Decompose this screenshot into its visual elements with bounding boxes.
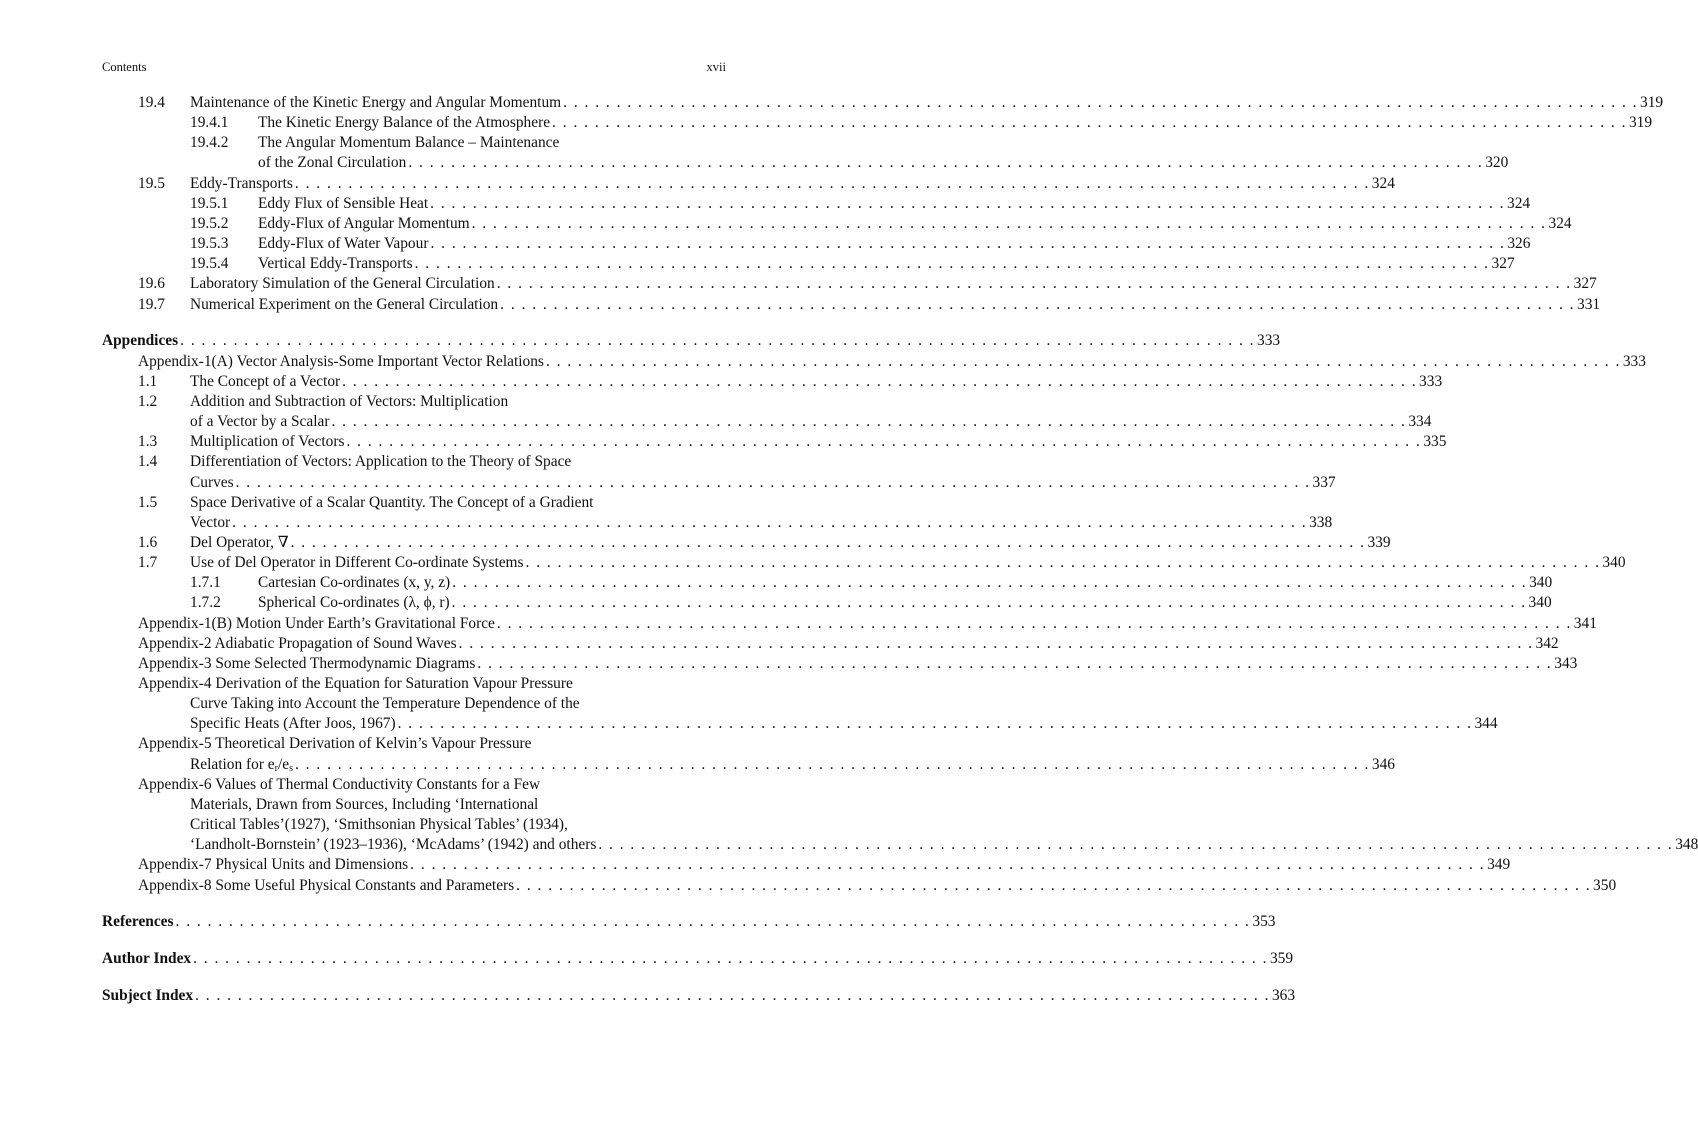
dot-leader: . . . . . . . . . . . . . . . . . . . . . . . . . . . . . . . . . . . . . . . . . . . . . . . . . . . . . . . . . . . . . . . . . . . . . . . . . . . . . . . . . . . . . . . . . . . . . . . . . . . . . bbox=[195, 987, 1270, 1005]
dot-leader: . . . . . . . . . . . . . . . . . . . . . . . . . . . . . . . . . . . . . . . . . . . . . . . . . . . . . . . . . . . . . . . . . . . . . . . . . . . . . . . . . . . . . . . . . . . . . . . . . . . . . bbox=[290, 533, 1366, 551]
toc-page-number: 344 bbox=[1474, 715, 1498, 733]
toc-entry-title: of the Zonal Circulation bbox=[258, 154, 407, 172]
toc-entry-title: Curve Taking into Account the Temperature Dependence of the bbox=[190, 695, 580, 713]
toc-entry-title: Appendix-1(B) Motion Under Earth’s Gravitational Force bbox=[138, 614, 495, 632]
toc-entry bbox=[0, 174, 1395, 194]
toc-entry-number: 1.7 bbox=[138, 554, 158, 572]
toc-entry-title: Appendix-8 Some Useful Physical Constants and Parameters bbox=[138, 876, 515, 894]
toc-entry-title: The Angular Momentum Balance – Maintenance bbox=[258, 134, 560, 152]
dot-leader: . . . . . . . . . . . . . . . . . . . . . . . . . . . . . . . . . . . . . . . . . . . . . . . . . . . . . . . . . . . . . . . . . . . . . . . . . . . . . . . . . . . . . . . . . . . . . . . . . . . . . bbox=[397, 715, 1473, 733]
dot-leader: . . . . . . . . . . . . . . . . . . . . . . . . . . . . . . . . . . . . . . . . . . . . . . . . . . . . . . . . . . . . . . . . . . . . . . . . . . . . . . . . . . . . . . . . . . . . . . . . . . . . . bbox=[471, 214, 1547, 232]
toc-entry-title: Differentiation of Vectors: Application to the Theory of Space bbox=[190, 453, 572, 471]
toc-appendix-entry bbox=[0, 614, 1597, 634]
toc-entry bbox=[0, 553, 1626, 573]
toc-page-number: 326 bbox=[1507, 235, 1531, 253]
toc-entry-title: Eddy-Flux of Water Vapour bbox=[258, 235, 429, 253]
dot-leader: . . . . . . . . . . . . . . . . . . . . . . . . . . . . . . . . . . . . . . . . . . . . . . . . . . . . . . . . . . . . . . . . . . . . . . . . . . . . . . . . . . . . . . . . . . . . . . . . . . . . . bbox=[294, 755, 1370, 773]
toc-entry-number: 19.5.3 bbox=[190, 235, 229, 253]
toc-part-entry bbox=[0, 986, 1296, 1006]
dot-leader: . . . . . . . . . . . . . . . . . . . . . . . . . . . . . . . . . . . . . . . . . . . . . . . . . . . . . . . . . . . . . . . . . . . . . . . . . . . . . . . . . . . . . . . . . . . . . . . . . . . . . bbox=[525, 554, 1601, 572]
toc-entry bbox=[0, 473, 1336, 493]
dot-leader: . . . . . . . . . . . . . . . . . . . . . . . . . . . . . . . . . . . . . . . . . . . . . . . . . . . . . . . . . . . . . . . . . . . . . . . . . . . . . . . . . . . . . . . . . . . . . . . . . . . . . bbox=[414, 255, 1490, 273]
dot-leader: . . . . . . . . . . . . . . . . . . . . . . . . . . . . . . . . . . . . . . . . . . . . . . . . . . . . . . . . . . . . . . . . . . . . . . . . . . . . . . . . . . . . . . . . . . . . . . . . . . . . . bbox=[458, 634, 1534, 652]
toc-entry-title: Vector bbox=[190, 513, 231, 531]
toc-page-number: 339 bbox=[1367, 533, 1391, 551]
toc-page-number: 327 bbox=[1573, 275, 1597, 293]
toc-page-number: 324 bbox=[1371, 174, 1395, 192]
toc-entry-title: Laboratory Simulation of the General Circulation bbox=[190, 275, 495, 293]
toc-page-number: 334 bbox=[1408, 413, 1432, 431]
toc-entry-title: The Concept of a Vector bbox=[190, 372, 341, 390]
toc-entry-title: Del Operator, ∇ bbox=[190, 533, 289, 551]
toc-entry-title: Appendix-3 Some Selected Thermodynamic Diagrams bbox=[138, 654, 476, 672]
toc-entry bbox=[0, 835, 1698, 855]
toc-entry-title: Use of Del Operator in Different Co-ordinate Systems bbox=[190, 554, 524, 572]
dot-leader: . . . . . . . . . . . . . . . . . . . . . . . . . . . . . . . . . . . . . . . . . . . . . . . . . . . . . . . . . . . . . . . . . . . . . . . . . . . . . . . . . . . . . . . . . . . . . . . . . . . . . bbox=[500, 295, 1576, 313]
dot-leader: . . . . . . . . . . . . . . . . . . . . . . . . . . . . . . . . . . . . . . . . . . . . . . . . . . . . . . . . . . . . . . . . . . . . . . . . . . . . . . . . . . . . . . . . . . . . . . . . . . . . . bbox=[232, 513, 1308, 531]
dot-leader: . . . . . . . . . . . . . . . . . . . . . . . . . . . . . . . . . . . . . . . . . . . . . . . . . . . . . . . . . . . . . . . . . . . . . . . . . . . . . . . . . . . . . . . . . . . . . . . . . . . . . bbox=[598, 836, 1674, 854]
toc-page-number: 340 bbox=[1529, 574, 1553, 592]
toc-entry-title: Appendix-6 Values of Thermal Conductivity Constants for a Few bbox=[138, 775, 541, 793]
toc-appendix-entry bbox=[0, 674, 816, 694]
toc-entry-number: 19.5.1 bbox=[190, 194, 229, 212]
toc-entry-title: Author Index bbox=[102, 950, 192, 968]
toc-appendix-entry bbox=[0, 775, 816, 795]
toc-entry bbox=[0, 714, 1498, 734]
toc-entry bbox=[0, 755, 1395, 775]
toc-page-number: 335 bbox=[1423, 433, 1447, 451]
toc-entry bbox=[0, 295, 1601, 315]
dot-leader: . . . . . . . . . . . . . . . . . . . . . . . . . . . . . . . . . . . . . . . . . . . . . . . . . . . . . . . . . . . . . . . . . . . . . . . . . . . . . . . . . . . . . . . . . . . . . . . . . . . . . bbox=[516, 876, 1592, 894]
toc-page-number: 333 bbox=[1622, 352, 1646, 370]
toc-part-entry bbox=[0, 912, 1276, 932]
toc-entry bbox=[0, 573, 1553, 593]
toc-page-number: 333 bbox=[1419, 372, 1443, 390]
toc-entry-title: Curves bbox=[190, 473, 234, 491]
toc-page-number: 324 bbox=[1548, 214, 1572, 232]
dot-leader: . . . . . . . . . . . . . . . . . . . . . . . . . . . . . . . . . . . . . . . . . . . . . . . . . . . . . . . . . . . . . . . . . . . . . . . . . . . . . . . . . . . . . . . . . . . . . . . . . . . . . bbox=[451, 594, 1527, 612]
toc-entry-title: Appendix-2 Adiabatic Propagation of Sound Waves bbox=[138, 634, 457, 652]
toc-entry bbox=[0, 493, 816, 513]
toc-entry bbox=[0, 392, 816, 412]
toc-entry-title: Appendix-1(A) Vector Analysis-Some Important Vector Relations bbox=[138, 352, 544, 370]
dot-leader: . . . . . . . . . . . . . . . . . . . . . . . . . . . . . . . . . . . . . . . . . . . . . . . . . . . . . . . . . . . . . . . . . . . . . . . . . . . . . . . . . . . . . . . . . . . . . . . . . . . . . bbox=[235, 473, 1311, 491]
toc-entry-title: Subject Index bbox=[102, 987, 194, 1005]
toc-entry bbox=[0, 432, 1447, 452]
toc-entry-title: Critical Tables’(1927), ‘Smithsonian Physical Tables’ (1934), bbox=[190, 816, 568, 834]
toc-entry-number: 1.5 bbox=[138, 493, 158, 511]
toc-page-number: 333 bbox=[1257, 332, 1281, 350]
toc-entry-number: 19.6 bbox=[138, 275, 165, 293]
toc-appendix-entry bbox=[0, 734, 816, 754]
toc-entry bbox=[0, 274, 1597, 294]
toc-entry-title: The Kinetic Energy Balance of the Atmosphere bbox=[258, 114, 551, 132]
toc-entry-title: References bbox=[102, 913, 174, 931]
toc-entry-title: Spherical Co-ordinates (λ, ϕ, r) bbox=[258, 594, 450, 612]
toc-entry bbox=[0, 372, 1443, 392]
toc-page-number: 350 bbox=[1593, 876, 1617, 894]
toc-entry-number: 1.3 bbox=[138, 433, 158, 451]
dot-leader: . . . . . . . . . . . . . . . . . . . . . . . . . . . . . . . . . . . . . . . . . . . . . . . . . . . . . . . . . . . . . . . . . . . . . . . . . . . . . . . . . . . . . . . . . . . . . . . . . . . . . bbox=[430, 235, 1506, 253]
toc-entry bbox=[0, 214, 1572, 234]
toc-page-number: 324 bbox=[1507, 194, 1531, 212]
toc-entry bbox=[0, 795, 816, 815]
toc-page-number: 363 bbox=[1271, 987, 1296, 1005]
toc-page-number: 341 bbox=[1573, 614, 1597, 632]
dot-leader: . . . . . . . . . . . . . . . . . . . . . . . . . . . . . . . . . . . . . . . . . . . . . . . . . . . . . . . . . . . . . . . . . . . . . . . . . . . . . . . . . . . . . . . . . . . . . . . . . . . . . bbox=[294, 174, 1370, 192]
toc-entry-number: 1.2 bbox=[138, 392, 158, 410]
toc-page-number: 319 bbox=[1628, 114, 1653, 132]
toc-entry-title: Cartesian Co-ordinates (x, y, z) bbox=[258, 574, 451, 592]
toc-entry-number: 1.1 bbox=[138, 372, 158, 390]
toc-entry-title: ‘Landholt-Bornstein’ (1923–1936), ‘McAdams’ (1942) and others bbox=[190, 836, 597, 854]
toc-entry-title: Multiplication of Vectors bbox=[190, 433, 345, 451]
toc-page-number: 319 bbox=[1640, 94, 1664, 111]
toc-entry-number: 19.7 bbox=[138, 295, 165, 313]
toc-entry-title: Materials, Drawn from Sources, Including ‘International bbox=[190, 795, 539, 813]
running-head-title: Contents bbox=[102, 60, 147, 74]
toc-page-number: 340 bbox=[1602, 554, 1626, 572]
toc-entry-title: Maintenance of the Kinetic Energy and Angular Momentum bbox=[190, 94, 562, 111]
toc-page-number: 353 bbox=[1252, 913, 1276, 931]
toc-page-number: 343 bbox=[1554, 654, 1578, 672]
toc-entry-title: of a Vector by a Scalar bbox=[190, 413, 330, 431]
toc-appendix-entry bbox=[0, 634, 1559, 654]
dot-leader: . . . . . . . . . . . . . . . . . . . . . . . . . . . . . . . . . . . . . . . . . . . . . . . . . . . . . . . . . . . . . . . . . . . . . . . . . . . . . . . . . . . . . . . . . . . . . . . . . . . . . bbox=[331, 413, 1407, 431]
toc-page-number: 349 bbox=[1487, 856, 1511, 874]
dot-leader: . . . . . . . . . . . . . . . . . . . . . . . . . . . . . . . . . . . . . . . . . . . . . . . . . . . . . . . . . . . . . . . . . . . . . . . . . . . . . . . . . . . . . . . . . . . . . . . . . . . . . bbox=[563, 94, 1639, 111]
toc-page-number: 327 bbox=[1491, 255, 1515, 273]
toc-page-number: 346 bbox=[1371, 755, 1395, 773]
toc-entry bbox=[0, 133, 816, 153]
toc-entry-title: Vertical Eddy-Transports bbox=[258, 255, 413, 273]
toc-entry bbox=[0, 452, 816, 472]
dot-leader: . . . . . . . . . . . . . . . . . . . . . . . . . . . . . . . . . . . . . . . . . . . . . . . . . . . . . . . . . . . . . . . . . . . . . . . . . . . . . . . . . . . . . . . . . . . . . . . . . . . . . bbox=[180, 332, 1256, 350]
toc-entry bbox=[0, 113, 1653, 133]
running-header bbox=[102, 60, 726, 76]
dot-leader: . . . . . . . . . . . . . . . . . . . . . . . . . . . . . . . . . . . . . . . . . . . . . . . . . . . . . . . . . . . . . . . . . . . . . . . . . . . . . . . . . . . . . . . . . . . . . . . . . . . . . bbox=[496, 614, 1572, 632]
toc-page-number: 338 bbox=[1309, 513, 1333, 531]
toc-entry-number: 1.7.2 bbox=[190, 594, 221, 612]
toc-entry bbox=[0, 254, 1515, 274]
dot-leader: . . . . . . . . . . . . . . . . . . . . . . . . . . . . . . . . . . . . . . . . . . . . . . . . . . . . . . . . . . . . . . . . . . . . . . . . . . . . . . . . . . . . . . . . . . . . . . . . . . . . . bbox=[552, 114, 1627, 132]
toc-page-number: 320 bbox=[1485, 154, 1509, 172]
toc-entry-title: Specific Heats (After Joos, 1967) bbox=[190, 715, 396, 733]
dot-leader: . . . . . . . . . . . . . . . . . . . . . . . . . . . . . . . . . . . . . . . . . . . . . . . . . . . . . . . . . . . . . . . . . . . . . . . . . . . . . . . . . . . . . . . . . . . . . . . . . . . . . bbox=[545, 352, 1621, 370]
page-number-roman: xvii bbox=[706, 60, 726, 74]
toc-page-number: 348 bbox=[1675, 836, 1698, 854]
dot-leader: . . . . . . . . . . . . . . . . . . . . . . . . . . . . . . . . . . . . . . . . . . . . . . . . . . . . . . . . . . . . . . . . . . . . . . . . . . . . . . . . . . . . . . . . . . . . . . . . . . . . . bbox=[346, 433, 1422, 451]
dot-leader: . . . . . . . . . . . . . . . . . . . . . . . . . . . . . . . . . . . . . . . . . . . . . . . . . . . . . . . . . . . . . . . . . . . . . . . . . . . . . . . . . . . . . . . . . . . . . . . . . . . . . bbox=[342, 372, 1418, 390]
toc-entry bbox=[0, 533, 1391, 553]
dot-leader: . . . . . . . . . . . . . . . . . . . . . . . . . . . . . . . . . . . . . . . . . . . . . . . . . . . . . . . . . . . . . . . . . . . . . . . . . . . . . . . . . . . . . . . . . . . . . . . . . . . . . bbox=[452, 574, 1528, 592]
toc-part-entry bbox=[0, 331, 1281, 351]
toc-entry-number: 1.4 bbox=[138, 453, 158, 471]
toc-page-number: 359 bbox=[1269, 950, 1294, 968]
toc-entry-number: 19.4 bbox=[138, 94, 165, 111]
toc-entry-number: 1.7.1 bbox=[190, 574, 221, 592]
toc-entry bbox=[0, 194, 1531, 214]
dot-leader: . . . . . . . . . . . . . . . . . . . . . . . . . . . . . . . . . . . . . . . . . . . . . . . . . . . . . . . . . . . . . . . . . . . . . . . . . . . . . . . . . . . . . . . . . . . . . . . . . . . . . bbox=[477, 654, 1553, 672]
toc-entry-number: 19.5.4 bbox=[190, 255, 229, 273]
toc-appendix-entry bbox=[0, 352, 1646, 372]
toc-appendix-entry bbox=[0, 855, 1511, 875]
toc-page-number: 337 bbox=[1312, 473, 1336, 491]
toc-entry bbox=[0, 694, 816, 714]
dot-leader: . . . . . . . . . . . . . . . . . . . . . . . . . . . . . . . . . . . . . . . . . . . . . . . . . . . . . . . . . . . . . . . . . . . . . . . . . . . . . . . . . . . . . . . . . . . . . . . . . . . . . bbox=[496, 275, 1572, 293]
toc-entry-number: 19.4.2 bbox=[190, 134, 229, 152]
toc-entry bbox=[0, 412, 1432, 432]
toc-entry-title: Space Derivative of a Scalar Quantity. The Concept of a Gradient bbox=[190, 493, 594, 511]
toc-page-number: 340 bbox=[1528, 594, 1552, 612]
toc-page-number: 342 bbox=[1535, 634, 1559, 652]
toc-entry-number: 1.6 bbox=[138, 533, 158, 551]
toc-entry-number: 19.5.2 bbox=[190, 214, 229, 232]
toc-entry-title: Eddy-Flux of Angular Momentum bbox=[258, 214, 470, 232]
toc-entry-title: Appendix-7 Physical Units and Dimensions bbox=[138, 856, 409, 874]
toc-part-entry bbox=[0, 949, 1294, 969]
dot-leader: . . . . . . . . . . . . . . . . . . . . . . . . . . . . . . . . . . . . . . . . . . . . . . . . . . . . . . . . . . . . . . . . . . . . . . . . . . . . . . . . . . . . . . . . . . . . . . . . . . . . . bbox=[408, 154, 1484, 172]
toc-entry-title: Addition and Subtraction of Vectors: Multiplication bbox=[190, 392, 509, 410]
toc-entry bbox=[0, 513, 1333, 533]
toc-entry-title: Appendix-4 Derivation of the Equation for Saturation Vapour Pressure bbox=[138, 675, 573, 692]
toc-appendix-entry bbox=[0, 654, 1578, 674]
dot-leader: . . . . . . . . . . . . . . . . . . . . . . . . . . . . . . . . . . . . . . . . . . . . . . . . . . . . . . . . . . . . . . . . . . . . . . . . . . . . . . . . . . . . . . . . . . . . . . . . . . . . . bbox=[410, 856, 1486, 874]
toc-entry bbox=[0, 815, 816, 835]
dot-leader: . . . . . . . . . . . . . . . . . . . . . . . . . . . . . . . . . . . . . . . . . . . . . . . . . . . . . . . . . . . . . . . . . . . . . . . . . . . . . . . . . . . . . . . . . . . . . . . . . . . . . bbox=[193, 950, 1268, 968]
toc-entry-number: 19.5 bbox=[138, 174, 165, 192]
toc-appendix-entry bbox=[0, 876, 1617, 896]
toc-entry-title: Relation for $e_r/e_s$ bbox=[190, 755, 293, 774]
toc-entry-number: 19.4.1 bbox=[190, 114, 229, 132]
dot-leader: . . . . . . . . . . . . . . . . . . . . . . . . . . . . . . . . . . . . . . . . . . . . . . . . . . . . . . . . . . . . . . . . . . . . . . . . . . . . . . . . . . . . . . . . . . . . . . . . . . . . . bbox=[430, 194, 1506, 212]
toc-entry-title: Eddy Flux of Sensible Heat bbox=[258, 194, 429, 212]
toc-page-number: 331 bbox=[1577, 295, 1601, 313]
toc-entry bbox=[0, 93, 1664, 113]
toc-entry bbox=[0, 234, 1531, 254]
toc-entry bbox=[0, 153, 1509, 173]
toc-entry-title: Numerical Experiment on the General Circulation bbox=[190, 295, 499, 313]
dot-leader: . . . . . . . . . . . . . . . . . . . . . . . . . . . . . . . . . . . . . . . . . . . . . . . . . . . . . . . . . . . . . . . . . . . . . . . . . . . . . . . . . . . . . . . . . . . . . . . . . . . . . bbox=[175, 913, 1251, 931]
toc-entry-title: Eddy-Transports bbox=[190, 174, 293, 192]
toc-entry bbox=[0, 593, 1552, 613]
toc-entry-title: Appendices bbox=[102, 332, 179, 350]
toc-entry-title: Appendix-5 Theoretical Derivation of Kelvin’s Vapour Pressure bbox=[138, 735, 532, 753]
